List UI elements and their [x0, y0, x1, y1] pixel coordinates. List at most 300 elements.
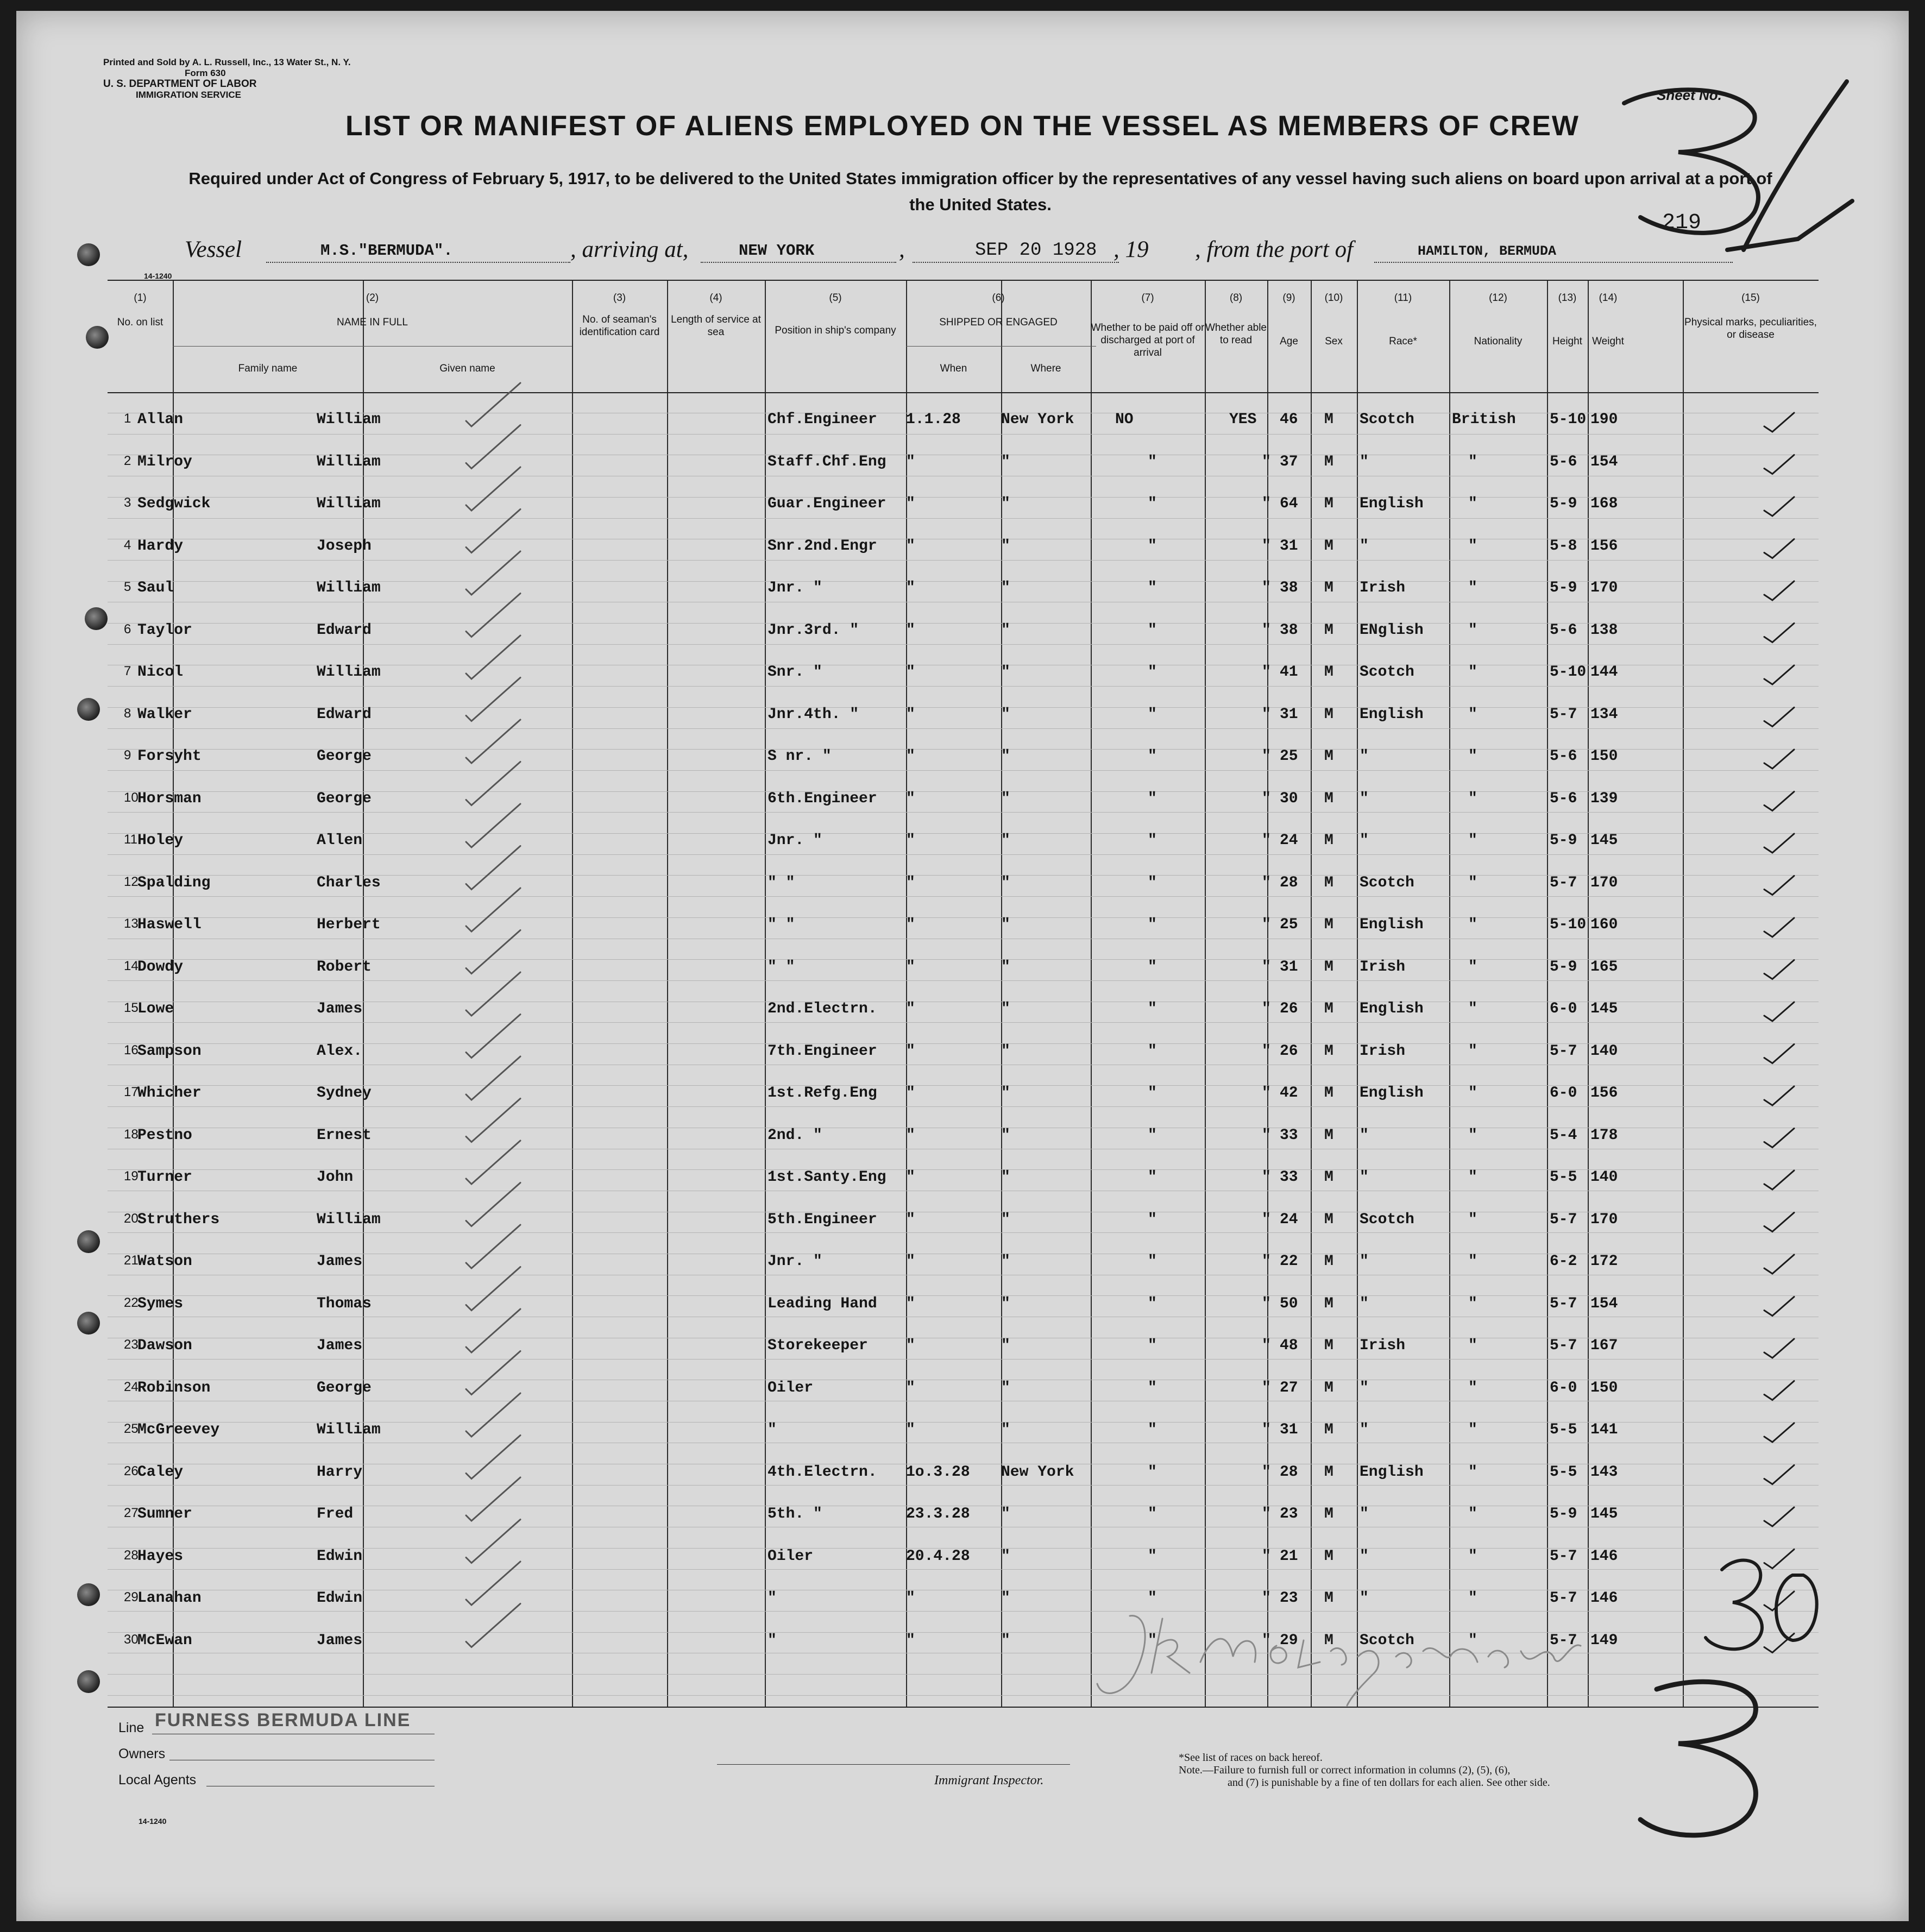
cell-given: James [317, 1000, 363, 1017]
cell-weight: 145 [1590, 1000, 1618, 1017]
cell-weight: 178 [1590, 1127, 1618, 1144]
cell-given: George [317, 748, 372, 765]
cell-read: " [1262, 453, 1271, 470]
printer-line: Printed and Sold by A. L. Russell, Inc., 13 Water St., N. Y. [103, 57, 351, 67]
cell-family: Forsyht [137, 748, 202, 765]
column-header: Length of service at sea [671, 314, 761, 338]
cell-weight: 160 [1590, 916, 1618, 933]
column-header: SHIPPED OR ENGAGED [939, 317, 1058, 328]
cell-age: 31 [1280, 958, 1298, 976]
cell-read: " [1262, 495, 1271, 512]
line-stamp: FURNESS BERMUDA LINE [155, 1710, 411, 1730]
check-mark [466, 1183, 520, 1226]
cell-family: Sampson [137, 1042, 202, 1060]
cell-no: 12 [124, 874, 139, 889]
cell-read: YES [1229, 411, 1257, 428]
cell-sex: M [1324, 1169, 1333, 1186]
cell-given: Fred [317, 1506, 354, 1522]
check-mark [466, 1309, 520, 1352]
cell-where: New York [1001, 1463, 1074, 1481]
cell-given: James [317, 1632, 363, 1649]
check-mark [466, 972, 520, 1016]
check-mark [1764, 1465, 1794, 1484]
cell-race: " [1360, 453, 1369, 470]
cell-age: 24 [1280, 1211, 1298, 1228]
cell-age: 24 [1280, 832, 1298, 849]
cell-position: Jnr.3rd. " [768, 621, 859, 639]
cell-when: " [906, 664, 915, 681]
cell-race: Irish [1360, 1337, 1406, 1354]
cell-family: McGreevey [137, 1421, 220, 1438]
column-number: (12) [1489, 292, 1507, 304]
cell-nationality: " [1468, 958, 1477, 976]
cell-read: " [1262, 1211, 1271, 1228]
cell-sex: M [1324, 664, 1333, 681]
page-title: LIST OR MANIFEST OF ALIENS EMPLOYED ON THE VESSEL AS MEMBERS OF CREW [345, 110, 1580, 142]
cell-nationality: " [1468, 495, 1477, 512]
cell-read: " [1262, 1506, 1271, 1522]
cell-age: 28 [1280, 874, 1298, 891]
cell-when: " [906, 580, 915, 596]
form-code: 14-1240 [144, 272, 172, 280]
column-number: (7) [1141, 292, 1154, 304]
cell-weight: 138 [1590, 621, 1618, 639]
column-subheader: Given name [439, 363, 495, 374]
cell-height: 5-9 [1550, 1506, 1577, 1522]
cell-when: " [906, 790, 915, 807]
column-number: (13) [1558, 292, 1577, 304]
cell-where: " [1001, 1421, 1010, 1438]
cell-given: Harry [317, 1463, 363, 1481]
footer-form-code: 14-1240 [139, 1817, 167, 1826]
cell-weight: 170 [1590, 874, 1618, 891]
cell-race: Scotch [1360, 874, 1414, 891]
cell-where: " [1001, 621, 1010, 639]
check-mark [1764, 834, 1794, 853]
cell-sex: M [1324, 1463, 1333, 1481]
cell-race: Irish [1360, 958, 1406, 976]
cell-read: " [1262, 1421, 1271, 1438]
cell-age: 64 [1280, 495, 1298, 512]
cell-sex: M [1324, 748, 1333, 765]
cell-no: 3 [124, 495, 131, 510]
cell-family: Dowdy [137, 958, 184, 976]
cell-sex: M [1324, 1506, 1333, 1522]
cell-sex: M [1324, 1253, 1333, 1270]
cell-paid: " [1148, 874, 1157, 891]
comma-separator: , [899, 237, 905, 262]
cell-sex: M [1324, 495, 1333, 512]
sheet-number-31-handwritten [1624, 81, 1852, 250]
check-mark [466, 1099, 520, 1142]
cell-weight: 134 [1590, 706, 1618, 723]
column-number: (15) [1741, 292, 1760, 304]
cell-family: Lanahan [137, 1590, 202, 1607]
cell-height: 5-7 [1550, 874, 1577, 891]
cell-read: " [1262, 1000, 1271, 1017]
cell-given: Alex. [317, 1042, 363, 1060]
cell-weight: 140 [1590, 1042, 1618, 1060]
cell-given: William [317, 453, 381, 470]
cell-age: 31 [1280, 706, 1298, 723]
cell-family: Watson [137, 1253, 192, 1270]
cell-where: " [1001, 1211, 1010, 1228]
cell-read: " [1262, 874, 1271, 891]
cell-given: Ernest [317, 1127, 372, 1144]
check-mark [1764, 1339, 1794, 1358]
column-header: Weight [1592, 336, 1624, 347]
cell-height: 5-6 [1550, 453, 1577, 470]
cell-read: " [1262, 1295, 1271, 1312]
cell-family: Dawson [137, 1337, 192, 1354]
cell-when: " [906, 1337, 915, 1354]
check-mark [1764, 1044, 1794, 1063]
column-number: (14) [1599, 292, 1618, 304]
cell-when: " [906, 1042, 915, 1060]
cell-height: 5-6 [1550, 621, 1577, 639]
cell-family: Haswell [137, 916, 202, 933]
cell-paid: " [1148, 790, 1157, 807]
cell-weight: 154 [1590, 1295, 1618, 1312]
cell-sex: M [1324, 790, 1333, 807]
cell-position: 5th.Engineer [768, 1211, 877, 1228]
column-header: Height [1552, 336, 1582, 347]
cell-height: 5-7 [1550, 706, 1577, 723]
cell-when: " [906, 916, 915, 933]
cell-sex: M [1324, 1042, 1333, 1060]
from-label: , from the port of [1195, 237, 1354, 262]
cell-age: 26 [1280, 1000, 1298, 1017]
cell-age: 41 [1280, 664, 1298, 681]
cell-where: " [1001, 832, 1010, 849]
cell-position: 2nd. " [768, 1127, 822, 1144]
cell-height: 5-9 [1550, 580, 1577, 596]
check-mark [466, 1393, 520, 1437]
check-mark [466, 509, 520, 553]
column-subheader: Where [1030, 363, 1061, 374]
arriving-port: NEW YORK [739, 242, 815, 260]
cell-age: 50 [1280, 1295, 1298, 1312]
cell-read: " [1262, 1085, 1271, 1102]
cell-age: 31 [1280, 1421, 1298, 1438]
cell-position: 4th.Electrn. [768, 1463, 877, 1481]
check-mark [466, 804, 520, 847]
cell-family: Nicol [137, 664, 184, 681]
cell-height: 5-8 [1550, 537, 1577, 555]
check-mark [466, 720, 520, 763]
check-mark [466, 1477, 520, 1521]
year-label: , 19 [1114, 237, 1149, 262]
cell-race: Scotch [1360, 664, 1414, 681]
cell-age: 23 [1280, 1506, 1298, 1522]
check-mark [1764, 876, 1794, 895]
cell-when: " [906, 621, 915, 639]
cell-race: " [1360, 1295, 1369, 1312]
cell-nationality: " [1468, 621, 1477, 639]
cell-age: 31 [1280, 537, 1298, 555]
check-mark [466, 1141, 520, 1184]
cell-given: James [317, 1253, 363, 1270]
check-mark [1764, 1381, 1794, 1400]
cell-nationality: " [1468, 1463, 1477, 1481]
cell-given: Joseph [317, 537, 372, 555]
cell-family: Walker [137, 706, 192, 723]
cell-height: 5-4 [1550, 1127, 1577, 1144]
check-mark [1764, 455, 1794, 474]
cell-race: English [1360, 706, 1424, 723]
cell-given: Robert [317, 958, 372, 976]
cell-race: Scotch [1360, 1632, 1414, 1649]
cell-where: " [1001, 874, 1010, 891]
cell-position: " " [768, 874, 795, 891]
cell-where: " [1001, 1337, 1010, 1354]
check-mark [466, 1520, 520, 1563]
cell-race: Irish [1360, 580, 1406, 596]
cell-given: William [317, 580, 381, 596]
cell-where: " [1001, 1506, 1010, 1522]
cell-position: " [768, 1590, 777, 1607]
cell-read: " [1262, 1127, 1271, 1144]
cell-height: 5-7 [1550, 1211, 1577, 1228]
cell-nationality: " [1468, 1337, 1477, 1354]
cell-nationality: " [1468, 1042, 1477, 1060]
column-subheader: Family name [238, 363, 298, 374]
check-mark [1764, 1086, 1794, 1105]
cell-no: 29 [124, 1590, 139, 1604]
cell-height: 5-7 [1550, 1295, 1577, 1312]
cell-no: 22 [124, 1295, 139, 1310]
cell-sex: M [1324, 1295, 1333, 1312]
cell-position: 1st.Refg.Eng [768, 1085, 877, 1102]
cell-age: 21 [1280, 1547, 1298, 1565]
cell-sex: M [1324, 537, 1333, 555]
cell-weight: 140 [1590, 1169, 1618, 1186]
cell-nationality: " [1468, 537, 1477, 555]
cell-when: " [906, 958, 915, 976]
cell-when: " [906, 1127, 915, 1144]
cell-when: " [906, 1632, 915, 1649]
cell-where: " [1001, 790, 1010, 807]
check-mark [466, 467, 520, 511]
check-mark [466, 425, 520, 469]
cell-height: 5-7 [1550, 1590, 1577, 1607]
cell-nationality: " [1468, 1421, 1477, 1438]
cell-age: 33 [1280, 1169, 1298, 1186]
column-number: (4) [709, 292, 722, 304]
cell-age: 28 [1280, 1463, 1298, 1481]
cell-no: 18 [124, 1127, 139, 1142]
cell-nationality: " [1468, 790, 1477, 807]
cell-nationality: " [1468, 832, 1477, 849]
cell-height: 5-9 [1550, 495, 1577, 512]
cell-weight: 139 [1590, 790, 1618, 807]
cell-family: Hardy [137, 537, 184, 555]
check-mark [466, 930, 520, 974]
cell-height: 5-7 [1550, 1632, 1577, 1649]
cell-race: English [1360, 1085, 1424, 1102]
cell-position: S nr. " [768, 748, 832, 765]
cell-no: 19 [124, 1169, 139, 1184]
cell-paid: " [1148, 1547, 1157, 1565]
check-mark [466, 1056, 520, 1100]
check-mark [466, 551, 520, 595]
cell-no: 15 [124, 1000, 139, 1015]
check-mark [1764, 497, 1794, 516]
cell-paid: " [1148, 706, 1157, 723]
cell-when: 1o.3.28 [906, 1463, 970, 1481]
cell-nationality: " [1468, 1169, 1477, 1186]
cell-weight: 156 [1590, 1085, 1618, 1102]
cell-read: " [1262, 580, 1271, 596]
penalty-note-1: Note.—Failure to furnish full or correct information in columns (2), (5), (6), [1179, 1764, 1511, 1776]
column-header: Physical marks, peculiarities, or disease [1684, 317, 1817, 341]
cell-weight: 170 [1590, 580, 1618, 596]
cell-position: 1st.Santy.Eng [768, 1169, 886, 1186]
cell-height: 5-10 [1550, 664, 1587, 681]
cell-weight: 145 [1590, 832, 1618, 849]
cell-when: " [906, 832, 915, 849]
cell-nationality: " [1468, 748, 1477, 765]
cell-family: McEwan [137, 1632, 192, 1649]
cell-nationality: " [1468, 1085, 1477, 1102]
cell-nationality: " [1468, 1127, 1477, 1144]
column-header: No. of seaman's identification card [579, 314, 660, 338]
cell-paid: " [1148, 495, 1157, 512]
check-mark [1764, 665, 1794, 684]
check-mark [466, 678, 520, 721]
cell-family: Taylor [137, 621, 192, 639]
cell-when: " [906, 453, 915, 470]
handwriting-overlay [16, 11, 1909, 1921]
cell-when: " [906, 1379, 915, 1396]
cell-paid: " [1148, 1169, 1157, 1186]
check-mark [1764, 1255, 1794, 1274]
cell-nationality: " [1468, 664, 1477, 681]
cell-nationality: " [1468, 874, 1477, 891]
cell-read: " [1262, 1590, 1271, 1607]
cell-position: Jnr. " [768, 832, 822, 849]
cell-age: 42 [1280, 1085, 1298, 1102]
cell-weight: 167 [1590, 1337, 1618, 1354]
cell-read: " [1262, 621, 1271, 639]
cell-given: Allen [317, 832, 363, 849]
cell-nationality: " [1468, 1253, 1477, 1270]
cell-when: " [906, 537, 915, 555]
cell-race: " [1360, 1590, 1369, 1607]
cell-race: English [1360, 495, 1424, 512]
check-mark [1764, 750, 1794, 769]
cell-height: 5-10 [1550, 916, 1587, 933]
cell-age: 25 [1280, 748, 1298, 765]
check-mark [1764, 1507, 1794, 1526]
cell-read: " [1262, 1547, 1271, 1565]
cell-nationality: " [1468, 706, 1477, 723]
cell-position: Snr.2nd.Engr [768, 537, 877, 555]
column-header: Position in ship's company [775, 325, 896, 336]
cell-paid: " [1148, 1211, 1157, 1228]
cell-weight: 170 [1590, 1211, 1618, 1228]
races-note: *See list of races on back hereof. [1179, 1752, 1323, 1764]
cell-read: " [1262, 1169, 1271, 1186]
cell-read: " [1262, 706, 1271, 723]
cell-paid: " [1148, 1253, 1157, 1270]
check-mark [466, 1267, 520, 1311]
column-number: (11) [1394, 292, 1412, 304]
cell-when: " [906, 706, 915, 723]
cell-where: " [1001, 916, 1010, 933]
cell-where: " [1001, 495, 1010, 512]
cell-no: 25 [124, 1421, 139, 1436]
check-mark [466, 1225, 520, 1268]
cell-weight: 146 [1590, 1547, 1618, 1565]
check-mark [1764, 413, 1794, 432]
cell-height: 5-7 [1550, 1337, 1577, 1354]
cell-read: " [1262, 1463, 1271, 1481]
cell-sex: M [1324, 1547, 1333, 1565]
cell-sex: M [1324, 453, 1333, 470]
column-number: (1) [134, 292, 147, 304]
cell-given: John [317, 1169, 354, 1186]
cell-read: " [1262, 1632, 1271, 1649]
page-number: 219 [1662, 211, 1702, 235]
cell-paid: " [1148, 1042, 1157, 1060]
cell-given: Thomas [317, 1295, 372, 1312]
column-subheader: When [940, 363, 967, 374]
cell-given: George [317, 1379, 372, 1396]
column-number: (9) [1282, 292, 1295, 304]
check-mark [1764, 1213, 1794, 1232]
cell-age: 38 [1280, 580, 1298, 596]
cell-position: Chf.Engineer [768, 411, 877, 428]
cell-height: 5-10 [1550, 411, 1587, 428]
cell-weight: 168 [1590, 495, 1618, 512]
cell-sex: M [1324, 1127, 1333, 1144]
cell-where: " [1001, 1085, 1010, 1102]
cell-position: " [768, 1632, 777, 1649]
cell-paid: " [1148, 916, 1157, 933]
cell-race: " [1360, 1379, 1369, 1396]
cell-age: 48 [1280, 1337, 1298, 1354]
cell-no: 20 [124, 1211, 139, 1226]
check-mark [1764, 1297, 1794, 1316]
cell-no: 6 [124, 621, 131, 637]
column-header: Whether to be paid off or discharged at port of arrival [1091, 322, 1205, 358]
cell-position: Guar.Engineer [768, 495, 886, 512]
cell-where: " [1001, 1632, 1010, 1649]
check-mark [1764, 1634, 1794, 1653]
cell-race: " [1360, 1253, 1369, 1270]
department-name: U. S. DEPARTMENT OF LABOR [103, 78, 257, 90]
cell-position: " " [768, 958, 795, 976]
cell-race: " [1360, 1127, 1369, 1144]
check-mark [1764, 1423, 1794, 1442]
total-30-handwritten [1706, 1560, 1817, 1650]
cell-sex: M [1324, 1632, 1333, 1649]
cell-given: Edwin [317, 1547, 363, 1565]
cell-no: 21 [124, 1253, 139, 1268]
cell-race: English [1360, 1463, 1424, 1481]
cell-nationality: " [1468, 453, 1477, 470]
cell-paid: NO [1115, 411, 1134, 428]
column-number: (6) [992, 292, 1005, 304]
check-mark [466, 846, 520, 890]
check-mark [466, 1015, 520, 1058]
vessel-name: M.S."BERMUDA". [320, 242, 453, 260]
cell-weight: 143 [1590, 1463, 1618, 1481]
cell-weight: 149 [1590, 1632, 1618, 1649]
cell-position: Oiler [768, 1379, 814, 1396]
cell-when: " [906, 1169, 915, 1186]
